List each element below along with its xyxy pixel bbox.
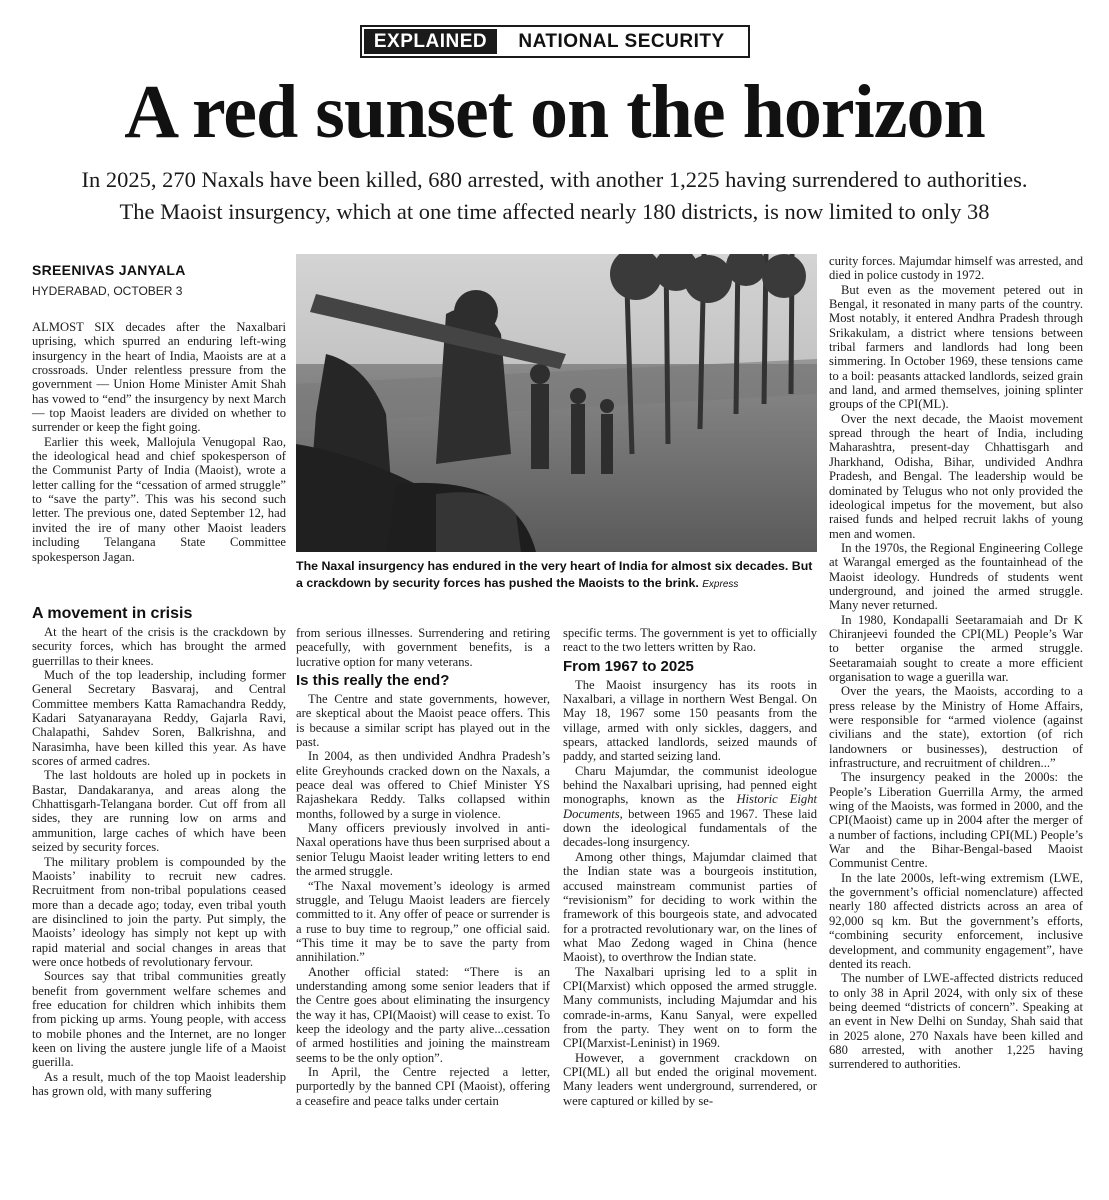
paragraph: The Maoist insurgency has its roots in Naxalbari, a village in northern West Bengal. On May 18, 1967 some 150 peasants from the village, armed with only sickles, daggers, and spears, attacked landlords, seized maunds of paddy, and started seizing land.: [563, 677, 817, 764]
deck-line-1: In 2025, 270 Naxals have been killed, 680 arrested, with another 1,225 having surrendered to authorities.: [81, 167, 1028, 192]
paragraph: The military problem is compounded by the Maoists’ inability to recruit new cadres. Recruitment from non-tribal populations ceased more than a decade ago; today, even tribal youth are disinclined to join the party. Put simply, the Maoists’ ideology has simply not kept up with rapid material and social changes in areas that were once hotbeds of revolutionary fervour.: [32, 854, 286, 969]
kicker-section: NATIONAL SECURITY: [518, 30, 725, 52]
paragraph: “The Naxal movement’s ideology is armed struggle, and Telugu Maoist leaders are fiercely committed to it. Any offer of peace or surrender is a ruse to buy time to regroup,” one official said. “This time it may be to save the party from annihilation.”: [296, 878, 550, 965]
paragraph: The Centre and state governments, however, are skeptical about the Maoist peace offers. This is because a similar script has played out in the past.: [296, 692, 550, 750]
paragraph: In the late 2000s, left-wing extremism (LWE, the government’s official nomenclature) affected nearly 180 affected districts across an area of 92,000 sq km. But the government’s efforts, “combining security enforcement, inclusive development, and community engagement”, have dented its reach.: [829, 870, 1083, 971]
headline: A red sunset on the horizon: [124, 70, 985, 154]
column-3: [563, 626, 817, 1108]
paragraph: The Naxalbari uprising led to a split in CPI(Marxist) which opposed the armed struggle. Many communists, including Majumdar and his comrade-in-arms, Kanu Sanyal, were expelled from the party. They went on to form the CPI(Marxist-Leninist) in 1969.: [563, 964, 817, 1051]
column-4: [829, 254, 1083, 1072]
photo-credit: Express: [702, 579, 739, 590]
text-run: , between 1965 and 1967. These laid down the ideological fundamentals of the decades-long insurgency.: [563, 806, 817, 850]
column-2: [296, 626, 550, 1108]
lead-photo: [296, 254, 817, 552]
deck: [0, 164, 1109, 228]
paragraph: As a result, much of the top Maoist leadership has grown old, with many suffering: [32, 1069, 286, 1098]
byline: SREENIVAS JANYALA: [32, 262, 186, 278]
paragraph: specific terms. The government is yet to officially react to the two letters written by Rao.: [563, 626, 817, 655]
subheading-is-this-the-end: Is this really the end?: [296, 672, 450, 690]
photo-caption: [296, 558, 817, 593]
paragraph: However, a government crackdown on CPI(ML) all but ended the original movement. Many leaders went underground, surrendered, or were captured or killed by se-: [563, 1050, 817, 1108]
caption-text: The Naxal insurgency has endured in the very heart of India for almost six decades. But a crackdown by security forces has pushed the Maoists to the brink.: [296, 559, 813, 590]
paragraph: Earlier this week, Mallojula Venugopal Rao, the ideological head and chief spokesperson of the Communist Party of India (Maoist), wrote a letter calling for the “cessation of armed struggle” to “save the party”. This was his second such letter. The previous one, dated September 12, had invited the ire of many other Maoist leaders including Telangana State Committee spokesperson Jagan.: [32, 434, 286, 564]
paragraph: The last holdouts are holed up in pockets in Bastar, Dandakaranya, and areas along the Chhattisgarh-Telangana border. Cut off from all sides, they are running low on arms and ammunition, large caches of which have been seized by security forces.: [32, 768, 286, 855]
paragraph: The number of LWE-affected districts reduced to only 38 in April 2024, with only six of these being deemed “districts of concern”. Speaking at an event in New Delhi on Sunday, Shah said that in 2025 alone, 270 Naxals have been killed and 680 arrested, with another 1,225 having surrendered to authorities.: [829, 971, 1083, 1072]
column-1-bottom: [32, 602, 286, 1098]
paragraph: ALMOST SIX decades after the Naxalbari uprising, which spurred an enduring left-wing insurgency in the heart of India, Maoists are at a crossroads. Under relentless pressure from the government — Union Home Minister Amit Shah has vowed to “end” the insurgency by next March — top Maoist leaders are divided on whether to surrender or keep the fight going.: [32, 320, 286, 435]
paragraph: Over the next decade, the Maoist movement spread through the heart of India, including Maharashtra, present-day Chhattisgarh and Jharkhand, Odisha, Bihar, undivided Andhra Pradesh, and Bengal. The leadership would be dominated by Telugus who not only provided the ideological impetus for the movement, but also raised funds and helped recruit lakhs of young men and women.: [829, 411, 1083, 541]
paragraph: But even as the movement petered out in Bengal, it resonated in many parts of the country. Most notably, it entered Andhra Pradesh through Srikakulam, a district where tensions between tribal farmers and landlords had long been simmering. In October 1969, these tensions came to a boil: peasants attacked landlords, seized grain and land, and armed themselves, joining splinter groups of the CPI(ML).: [829, 282, 1083, 412]
text-run: Charu Majumdar, the communist ideologue behind the Naxalbari uprising, had penned eight monographs, known as the: [563, 763, 817, 807]
paragraph: Over the years, the Maoists, according to a press release by the Ministry of Home Affairs, were responsible for “armed violence (against civilians and the state), extortion (of rich landowners or businesses), destruction of infrastructure, and recruitment of children...”: [829, 684, 1083, 771]
subheading-1967-to-2025: From 1967 to 2025: [563, 657, 694, 675]
paragraph: Many officers previously involved in anti-Naxal operations have thus been surprised about a senior Telugu Maoist leader writing letters to end the armed struggle.: [296, 821, 550, 879]
paragraph: In April, the Centre rejected a letter, purportedly by the banned CPI (Maoist), offering a ceasefire and peace talks under certain: [296, 1064, 550, 1108]
paragraph: In 1980, Kondapalli Seetaramaiah and Dr K Chiranjeevi founded the CPI(ML) People’s War to better organise the armed struggle. Seetaramaiah sought to create a more efficient organisation to wage a guerilla war.: [829, 612, 1083, 684]
paragraph: [563, 764, 817, 850]
soldiers-photo-illustration: [296, 254, 817, 552]
paragraph: Among other things, Majumdar claimed that the Indian state was a bourgeois institution, accused mainstream communist parties of “revisionism” for deciding to work within the framework of this bourgeois state, and advocated for a protracted revolutionary war, on the lines of what Mao Zedong waged in China (hence Maoist), to overthrow the Indian state.: [563, 849, 817, 965]
paragraph: In the 1970s, the Regional Engineering College at Warangal emerged as the fountainhead of the Maoist ideology. Hundreds of students went underground, and joined the armed struggle. Many never returned.: [829, 540, 1083, 613]
subheading-movement-in-crisis: A movement in crisis: [32, 605, 193, 622]
paragraph: Sources say that tribal communities greatly benefit from government welfare schemes and free education for children which inhibits them from picking up arms. Young people, with access to mobile phones and the Internet, are no longer keen on living the austere jungle life of a Maoist guerilla.: [32, 969, 286, 1070]
paragraph: Much of the top leadership, including former General Secretary Basvaraj, and Central Committee members Katta Ramachandra Reddy, Kadari Satyanarayana Reddy, Gajarla Ravi, Chalapathi, Sahdev Soren, Balkrishna, and Narasimha, have been killed this year. As have scores of armed cadres.: [32, 668, 286, 769]
paragraph: Another official stated: “There is an understanding among some senior leaders that if the Centre goes about eliminating the insurgency the way it has, CPI(Maoist) will cease to exist. To keep the ideology and the party alive...cessation of armed hostilities and joining the mainstream seems to be the only option”.: [296, 964, 550, 1065]
text-run-italic: Historic Eight Documents: [563, 792, 817, 821]
paragraph: In 2004, as then undivided Andhra Pradesh’s elite Greyhounds cracked down on the Naxals, a peace deal was offered to Chief Minister YS Rajashekara Reddy. Talks collapsed within months, followed by a surge in violence.: [296, 749, 550, 821]
paragraph: The insurgency peaked in the 2000s: the People’s Liberation Guerrilla Army, the armed wing of the Maoists, was formed in 2000, and the CPI(Maoist) came up in 2004 after the merger of a number of factions, including CPI(ML) People’s War and the Bihar-Bengal-based Maoist Communist Centre.: [829, 770, 1083, 871]
paragraph: from serious illnesses. Surrendering and retiring peacefully, with government benefits, is a lucrative option for many veterans.: [296, 626, 550, 669]
kicker-explained: EXPLAINED: [364, 29, 497, 54]
deck-line-2: The Maoist insurgency, which at one time affected nearly 180 districts, is now limited to only 38: [119, 199, 990, 224]
section-kicker: [360, 25, 750, 58]
paragraph: curity forces. Majumdar himself was arrested, and died in police custody in 1972.: [829, 254, 1083, 283]
paragraph: At the heart of the crisis is the crackdown by security forces, which has brought the armed guerrillas to their knees.: [32, 625, 286, 668]
dateline: HYDERABAD, OCTOBER 3: [32, 284, 183, 298]
column-1-top: [32, 320, 286, 564]
